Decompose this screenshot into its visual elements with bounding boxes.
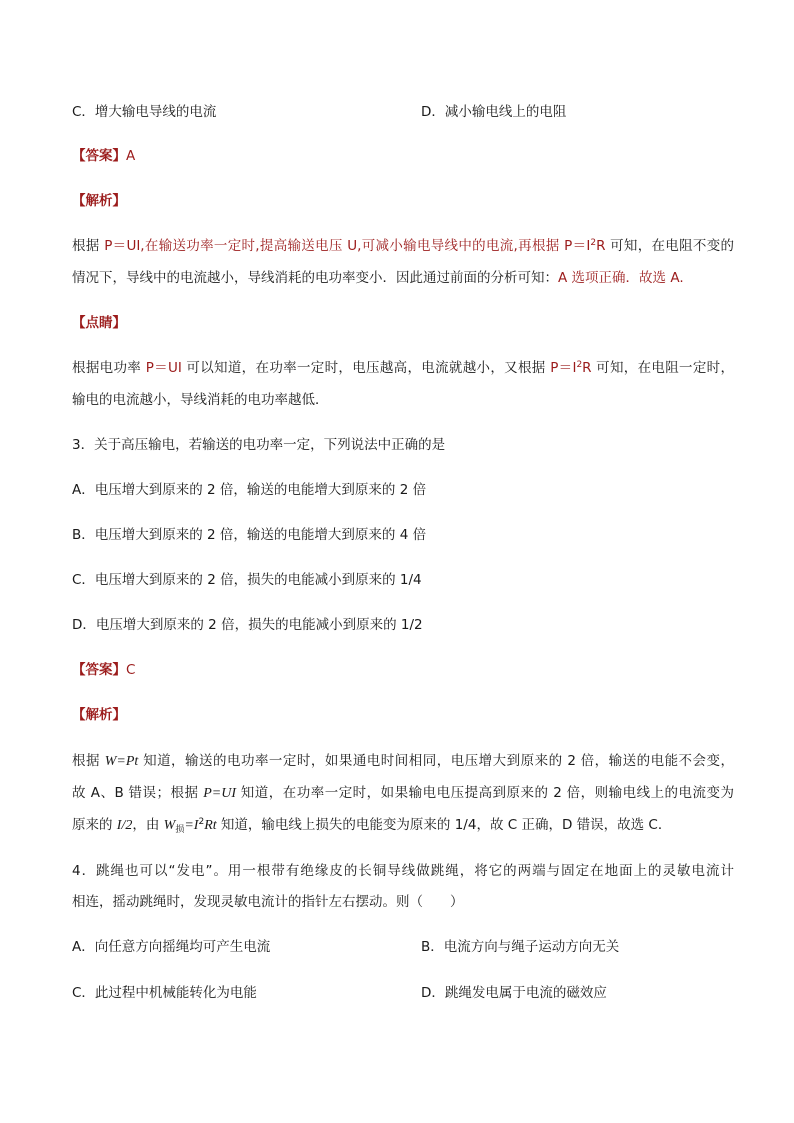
q4-option-a: A．向任意方向摇绳均可产生电流 xyxy=(72,939,271,955)
q3-option-a: A．电压增大到原来的 2 倍，输送的电能增大到原来的 2 倍 xyxy=(72,482,427,498)
answer-value: C xyxy=(126,662,136,678)
q4-options-row-1 xyxy=(72,937,734,957)
q3-analysis-line-1: 根据 W=Pt 知道，输送的电功率一定时，如果通电时间相同，电压增大到原来的 2 倍，输送的电能不会变， xyxy=(72,753,734,769)
answer-tag: 【答案】 xyxy=(72,148,126,164)
answer-tag: 【答案】 xyxy=(72,662,126,678)
q2-analysis-tag: 【解析】 xyxy=(72,193,126,209)
q3-option-c: C．电压增大到原来的 2 倍，损失的电能减小到原来的 1/4 xyxy=(72,572,422,588)
q2-option-d: D．减小输电线上的电阻 xyxy=(421,104,567,120)
q3-analysis-tag: 【解析】 xyxy=(72,707,126,723)
q3-analysis-line-2: 故 A、B 错误；根据 P=UI 知道，在功率一定时，如果输电电压提高到原来的 2 倍，则输电线上的电流变为 xyxy=(72,785,734,801)
q4-option-c: C．此过程中机械能转化为电能 xyxy=(72,985,257,1001)
q3-answer xyxy=(72,660,734,680)
q2-comment-tag: 【点睛】 xyxy=(72,315,126,331)
answer-value: A xyxy=(126,148,136,164)
q2-option-c: C．增大输电导线的电流 xyxy=(72,104,217,120)
q2-comment-line-1: 根据电功率 P＝UI 可以知道，在功率一定时，电压越高，电流就越小，又根据 $P=I^2R$ 可知，在电阻一定时， xyxy=(72,360,734,376)
q3-stem: 3．关于高压输电，若输送的电功率一定，下列说法中正确的是 xyxy=(72,437,446,453)
q2-comment-line-2: 输电的电流越小，导线消耗的电功率越低． xyxy=(72,392,329,408)
q3-option-b: B．电压增大到原来的 2 倍，输送的电能增大到原来的 4 倍 xyxy=(72,527,427,543)
q4-stem-line-2: 相连，摇动跳绳时，发现灵敏电流计的指针左右摆动。则（ ） xyxy=(72,894,464,910)
q2-analysis-line-2: 情况下，导线中的电流越小，导线消耗的电功率变小．因此通过前面的分析可知：A 选项正确．故选 A. xyxy=(72,270,684,286)
q3-analysis-line-3: 原来的 I/2，由 $W_损=I^2Rt$ 知道，输电线上损失的电能变为原来的 1/4，故 C 正确，D 错误，故选 C． xyxy=(72,817,672,835)
q2-analysis-line-1: 根据 P＝UI,在输送功率一定时,提高输送电压 U,可减小输电导线中的电流,再根据 $P=I^2R$ 可知，在电阻不变的 xyxy=(72,238,734,254)
q2-options-row xyxy=(72,102,734,122)
q4-stem-line-1: 4．跳绳也可以“发电”。用一根带有绝缘皮的长铜导线做跳绳，将它的两端与固定在地面上的灵敏电流计 xyxy=(72,863,734,879)
q3-option-d: D．电压增大到原来的 2 倍，损失的电能减小到原来的 1/2 xyxy=(72,617,423,633)
q4-options-row-2 xyxy=(72,983,734,1003)
q4-option-d: D．跳绳发电属于电流的磁效应 xyxy=(421,985,607,1001)
q4-option-b: B．电流方向与绳子运动方向无关 xyxy=(421,939,620,955)
q2-answer xyxy=(72,146,734,166)
